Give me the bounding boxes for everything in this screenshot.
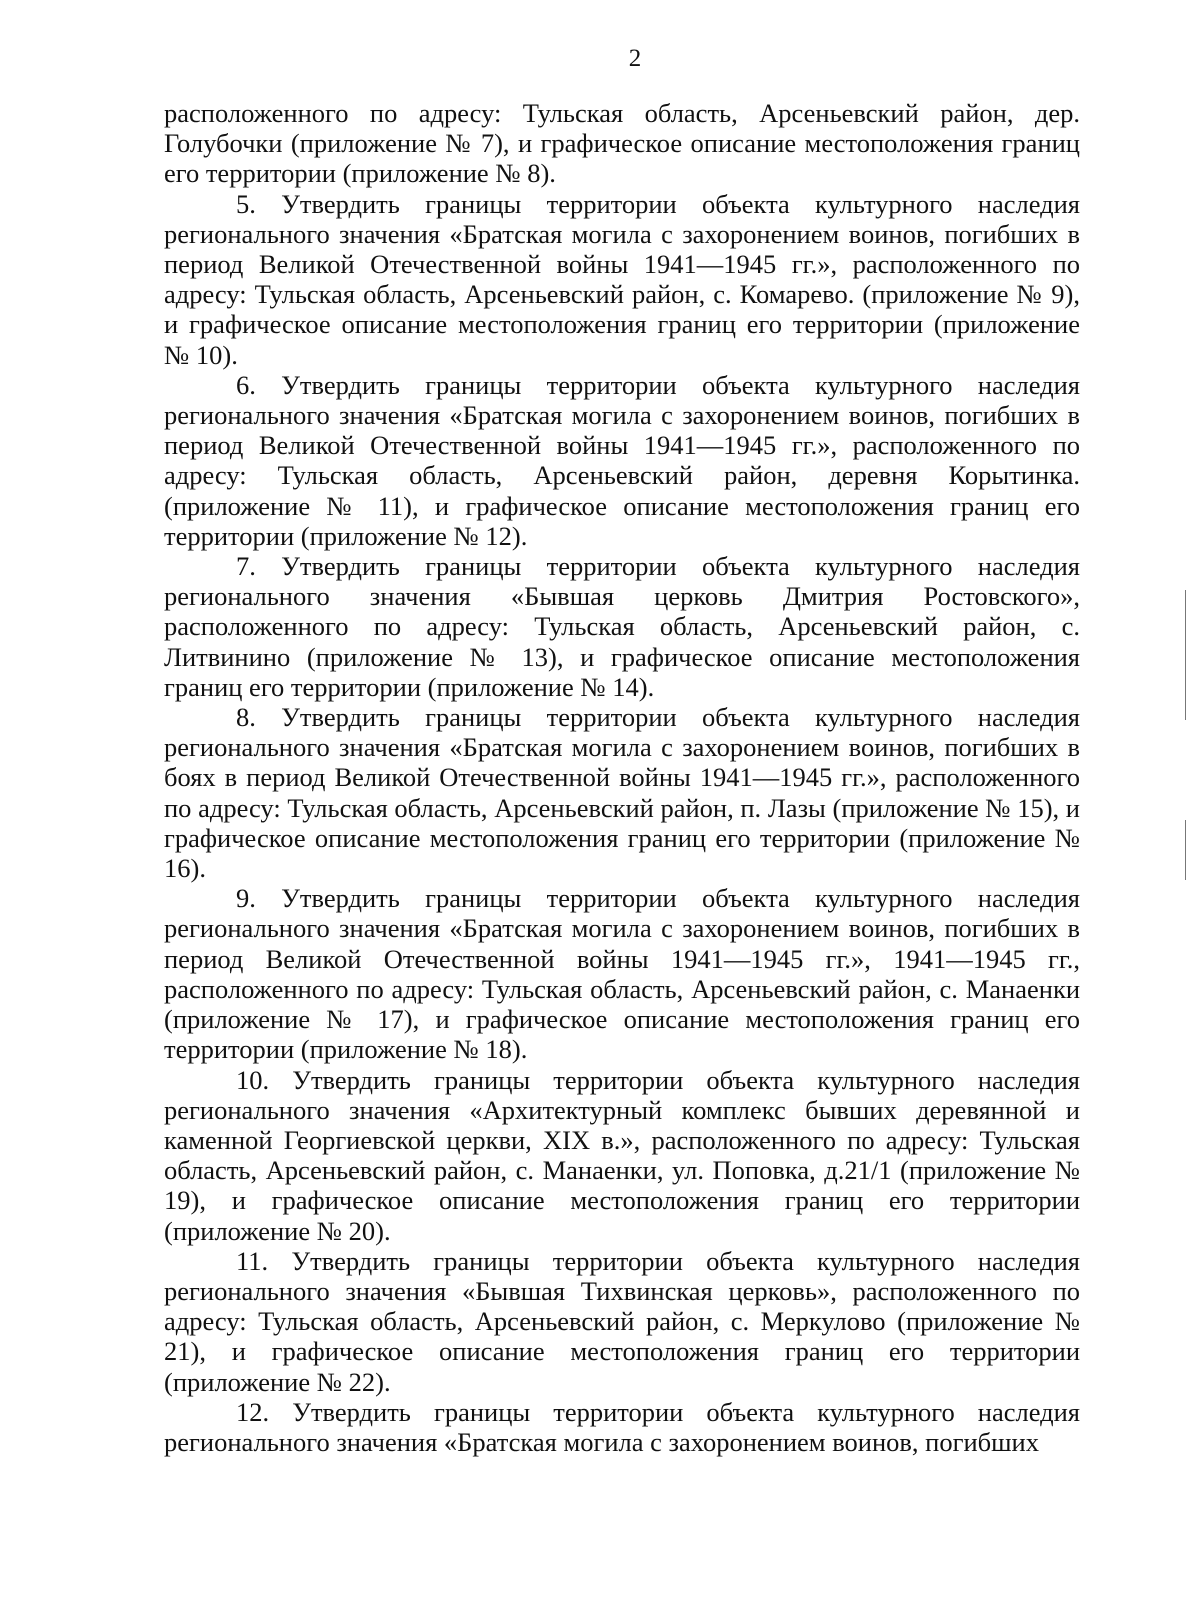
paragraph-item-10: 10. Утвердить границы территории объекта культурного наследия регионального значения «Архитектурный комплекс бывших деревянной и каменной Георгиевской церкви, XIX в.», расположенного по адресу: Тульская область, Арсеньевский район, с. Манаенки, ул. Поповка, д.21/1 (приложение № 19), и графическое описание местоположения границ его территории (приложение № 20). xyxy=(164,1064,1080,1246)
paragraph-item-7: 7. Утвердить границы территории объекта культурного наследия регионального значения «Бывшая церковь Дмитрия Ростовского», расположенного по адресу: Тульская область, Арсеньевский район, с. Литвинино (приложение № 13), и графическое описание местоположения границ его территории (приложение № 14). xyxy=(164,551,1080,702)
paragraph-item-11: 11. Утвердить границы территории объекта культурного наследия регионального значения «Бывшая Тихвинская церковь», расположенного по адресу: Тульская область, Арсеньевский район, с. Меркулово (приложение № 21), и графическое описание местоположения границ его территории (приложение № 22). xyxy=(164,1245,1080,1397)
paragraph-continuation: расположенного по адресу: Тульская область, Арсеньевский район, дер. Голубочки (приложение № 7), и графическое описание местоположения границ его территории (приложение № 8). xyxy=(164,98,1080,189)
paragraph-item-12: 12. Утвердить границы территории объекта культурного наследия регионального значения «Братская могила с захоронением воинов, погибших xyxy=(164,1396,1080,1457)
document-body xyxy=(164,98,1080,1457)
paragraph-item-9: 9. Утвердить границы территории объекта культурного наследия регионального значения «Братская могила с захоронением воинов, погибших в период Великой Отечественной войны 1941—1945 гг.», 1941—1945 гг., расположенного по адресу: Тульская область, Арсеньевский район, с. Манаенки (приложение № 17), и графическое описание местоположения границ его территории (приложение № 18). xyxy=(164,883,1080,1065)
scan-edge-mark xyxy=(1185,590,1186,720)
paragraph-item-8: 8. Утвердить границы территории объекта культурного наследия регионального значения «Братская могила с захоронением воинов, погибших в боях в период Великой Отечественной войны 1941—1945 гг.», расположенного по адресу: Тульская область, Арсеньевский район, п. Лазы (приложение № 15), и графическое описание местоположения границ его территории (приложение № 16). xyxy=(164,702,1080,884)
paragraph-item-5: 5. Утвердить границы территории объекта культурного наследия регионального значения «Братская могила с захоронением воинов, погибших в период Великой Отечественной войны 1941—1945 гг.», расположенного по адресу: Тульская область, Арсеньевский район, с. Комарево. (приложение № 9), и графическое описание местоположения границ его территории (приложение № 10). xyxy=(164,188,1080,370)
scan-edge-mark xyxy=(1185,820,1186,880)
page-number: 2 xyxy=(628,45,642,72)
paragraph-item-6: 6. Утвердить границы территории объекта культурного наследия регионального значения «Братская могила с захоронением воинов, погибших в период Великой Отечественной войны 1941—1945 гг.», расположенного по адресу: Тульская область, Арсеньевский район, деревня Корытинка. (приложение № 11), и графическое описание местоположения границ его территории (приложение № 12). xyxy=(164,369,1080,551)
